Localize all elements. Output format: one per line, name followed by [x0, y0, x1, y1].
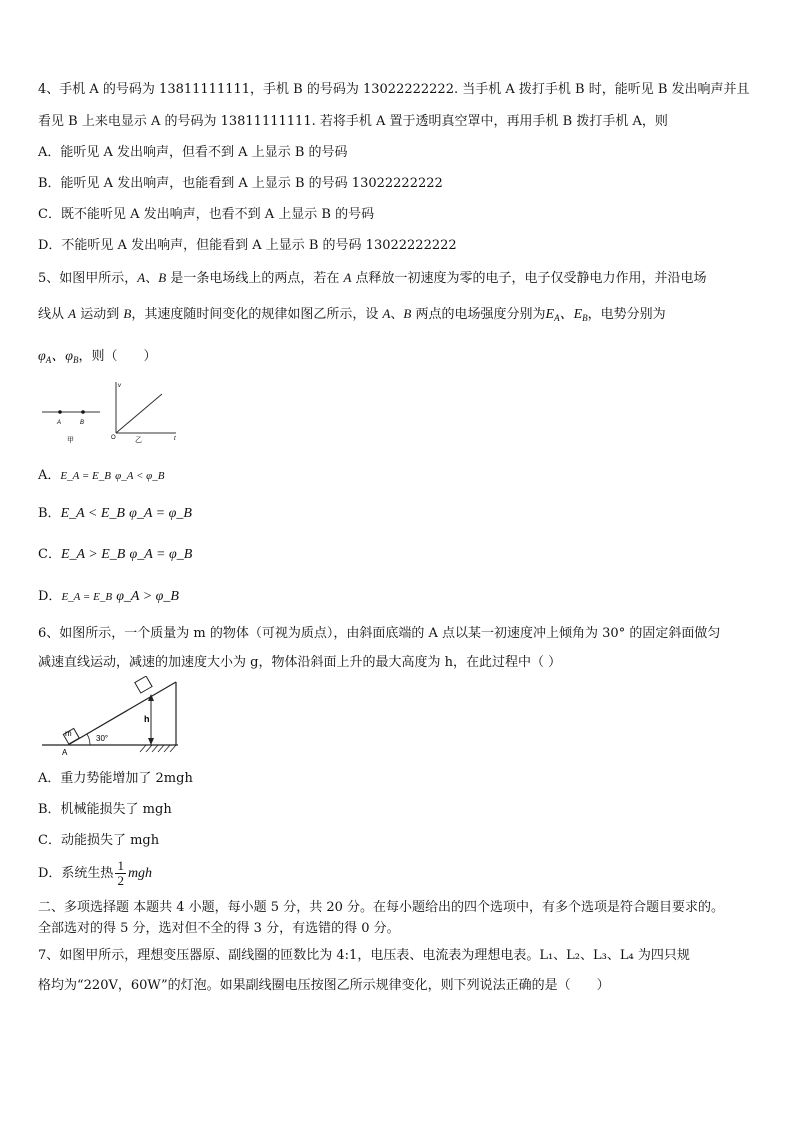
block-top — [135, 676, 152, 693]
q5-option-a-phi: φ_A < φ_B — [115, 470, 165, 482]
q5-option-d-e: E_A = E_B — [61, 591, 113, 603]
v-t-line — [116, 394, 162, 433]
q5-option-b-phi: φ_A = φ_B — [129, 506, 192, 521]
q5-option-d-phi: φ_A > φ_B — [116, 589, 179, 604]
q5-stem-line2: 线从 A 运动到 B，其速度随时间变化的规律如图乙所示，设 A、B 两点的电场强度分别为$E_A$、$E_B$，电势分别为 — [38, 306, 666, 323]
q4-option-a: A．能听见 A 发出响声，但看不到 A 上显示 B 的号码 — [38, 145, 348, 160]
q6-option-d: D．系统生热 $\frac{1}{2}$ mgh — [38, 858, 153, 888]
angle-arc — [87, 734, 90, 745]
fig-label-a: A — [62, 748, 68, 756]
q4-option-d: D．不能听见 A 发出响声，但能看到 A 上显示 B 的号码 13022222222 — [38, 238, 457, 253]
fig-caption-yi: 乙 — [135, 437, 142, 444]
q5-option-c-phi: φ_A = φ_B — [129, 547, 193, 562]
q4-stem-line2: 看见 B 上来电显示 A 的号码为 13811111111. 若将手机 A 置于透明真空罩中，再用手机 B 拨打手机 A，则 — [38, 114, 668, 129]
point-b-dot — [81, 410, 85, 414]
q5-stem-line3: $\varphi_A$、$\varphi_B$，则（ ） — [38, 349, 157, 365]
symbol-phi-a-phi-b: $\varphi_A$、$\varphi_B$ — [38, 349, 79, 365]
q6-option-c: C．动能损失了 mgh — [38, 833, 160, 848]
point-a-dot — [58, 410, 62, 414]
symbol-ea-eb: $E_A$、$E_B$ — [545, 307, 588, 323]
q7-bulbs: L₁、L₂、L₃、L₄ — [539, 948, 634, 963]
q5-option-b-e: E_A < E_B — [60, 506, 125, 521]
q5-stem-line1: 5、如图甲所示，A、B 是一条电场线上的两点，若在 A 点释放一初速度为零的电子，电子仅受静电力作用，并沿电场 — [38, 270, 707, 286]
q6-incline-figure — [38, 676, 188, 756]
q5-option-c-e: E_A > E_B — [60, 547, 126, 562]
q5-option-a-e: E_A = E_B — [60, 470, 111, 482]
q5-option-d: D．E_A = E_B φ_A > φ_B — [38, 589, 179, 604]
section2-heading-line1: 二、多项选择题 本题共 4 小题，每小题 5 分，共 20 分。在每小题给出的四个选项中，有多个选项是符合题目要求的。 — [38, 900, 725, 915]
q6-stem-line1: 6、如图所示，一个质量为 m 的物体（可视为质点），由斜面底端的 A 点以某一初速度冲上倾角为 30° 的固定斜面做匀 — [38, 626, 721, 641]
fraction-one-half: $\frac{1}{2}$ — [117, 858, 124, 888]
fig-label-a: A — [57, 420, 62, 426]
q4-option-b: B．能听见 A 发出响声，也能看到 A 上显示 B 的号码 13022222222 — [38, 176, 443, 191]
fig-label-b: B — [80, 420, 85, 426]
q4-stem-line1: 4、手机 A 的号码为 13811111111，手机 B 的号码为 13022222222. 当手机 A 拨打手机 B 时，能听见 B 发出响声并且 — [38, 82, 750, 97]
section2-heading-line2: 全部选对的得 5 分，选对但不全的得 3 分，有选错的得 0 分。 — [38, 921, 400, 936]
axis-label-t: t — [174, 436, 176, 442]
q5-figure — [38, 378, 188, 448]
height-arrow-bottom — [148, 738, 154, 745]
axis-label-v: v — [118, 383, 121, 389]
q6-stem-line2: 减速直线运动，减速的加速度大小为 g，物体沿斜面上升的最大高度为 h，在此过程中（ ） — [38, 655, 562, 670]
q5-option-c: C．E_A > E_B φ_A = φ_B — [38, 547, 193, 562]
q6-option-a: A．重力势能增加了 2mgh — [38, 771, 193, 786]
q6-option-b: B．机械能损失了 mgh — [38, 802, 172, 817]
axis-origin: O — [111, 435, 116, 441]
fig-label-h: h — [144, 714, 150, 724]
q5-option-a: A．E_A = E_B φ_A < φ_B — [38, 468, 165, 483]
incline-surface — [68, 682, 176, 745]
ground-hatch — [140, 745, 176, 752]
q4-option-c: C．既不能听见 A 发出响声，也看不到 A 上显示 B 的号码 — [38, 207, 375, 222]
fig-label-angle: 30° — [96, 734, 109, 743]
fig-label-m: m — [65, 729, 72, 738]
q7-stem-line2: 格均为“220V，60W”的灯泡。如果副线圈电压按图乙所示规律变化，则下列说法正确的是（ ） — [38, 978, 610, 993]
q5-option-b: B．E_A < E_B φ_A = φ_B — [38, 506, 192, 521]
q7-stem-line1: 7、如图甲所示，理想变压器原、副线圈的匝数比为 4:1，电压表、电流表为理想电表。L₁、L₂、L₃、L₄ 为四只规 — [38, 948, 690, 963]
fig-caption-jia: 甲 — [67, 437, 74, 444]
